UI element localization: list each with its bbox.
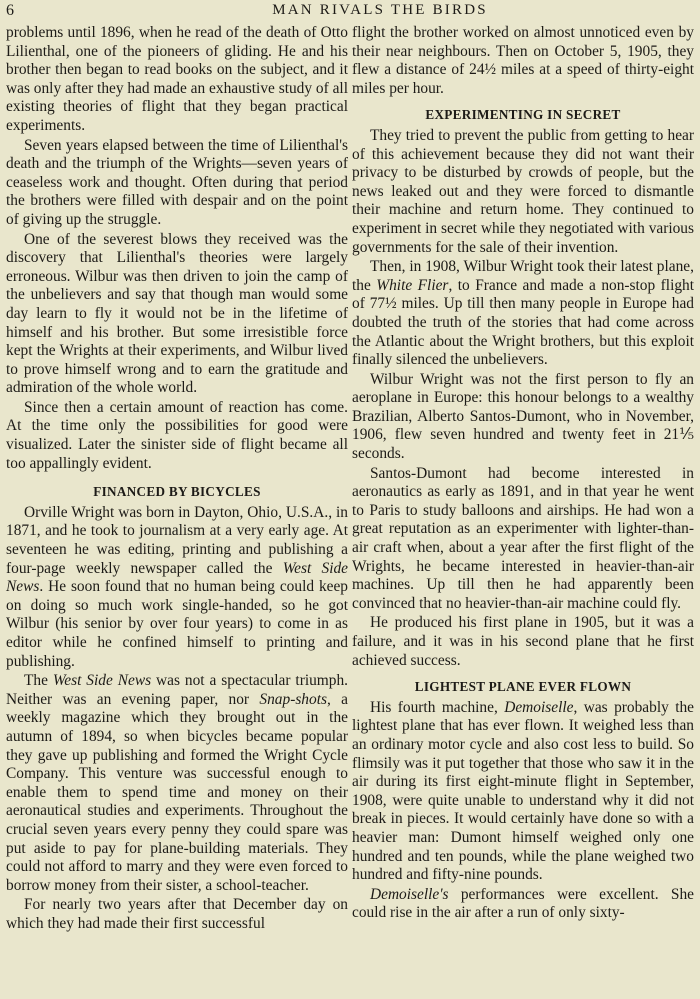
paragraph: For nearly two years after that December day on which they had made their first successful — [6, 896, 348, 932]
italic-title: White Flier — [376, 276, 449, 294]
paragraph: One of the severest blows they received was the discovery that Lilienthal's theories were largely erroneous. Wilbur was then driven to join the camp of the unbelievers and say that though man would some day learn to fly it would not be in the lifetime of himself and his brother. But some irresistible force kept the Wrights at their experiments, and Wilbur lived to prove himself wrong and to earn the gratitude and admiration of the whole world. — [6, 230, 348, 397]
italic-title: West Side News — [52, 672, 152, 690]
paragraph: flight the brother worked on almost unnoticed even by their near neighbours. Then on October 5, 1905, they flew a distance of 24½ miles at a speed of thirty-eight miles per hour. — [352, 24, 694, 97]
paragraph: He produced his first plane in 1905, but it was a failure, and it was in his second plane that he first achieved success. — [352, 614, 694, 669]
paragraph: They tried to prevent the public from getting to hear of this achievement because they did not want their privacy to be disturbed by crowds of people, but the news leaked out and they were forced to dismantle their machine and return home. They continued to experiment in secret while they negotiated with various governments for the sale of their invention. — [352, 126, 694, 256]
text-run: Orville Wright was born in Dayton, Ohio, U.S.A., in 1871, and he took to journalism at a very early age. At seventeen he was editing, printing and publishing a four-page weekly newspaper called the — [6, 503, 348, 577]
left-column — [6, 24, 348, 934]
text-run: , a weekly magazine which they brought out in the autumn of 1894, so when bicycles became popular they gave up publishing and formed the Wright Cycle Company. This venture was successful enough to enable them to spend time and money on their aeronautical studies and experiments. Throughout the crucial seven years every penny they could spare was put aside to pay for plane-building materials. They could not afford to marry and they were even forced to borrow money from their sister, a school-teacher. — [6, 690, 349, 894]
text-run: was not a spectacular triumph. Neither was an evening paper, nor — [6, 672, 349, 708]
paragraph: problems until 1896, when he read of the death of Otto Lilienthal, one of the pioneers of gliding. He and his brother then began to read books on the subject, and it was only after they had made an exhaustive study of all existing theories of flight that they began practical experiments. — [6, 24, 348, 134]
italic-title: West Side News — [6, 559, 348, 596]
text-run: , to France and made a non-stop flight of 77½ miles. Up till then many people in Europe had doubted the truth of the stories that had come across the Atlantic about the Wright brothers, but this exploit finally silenced the unbelievers. — [352, 276, 695, 369]
right-column — [352, 24, 694, 923]
text-run: , was probably the lightest plane that has ever flown. It weighed less than an ordinary motor cycle and also cost less to build. So flimsily was it put together that those who saw it in the air during its first eight-minute flight in September, 1908, were quite unable to understand why it did not break in pieces. It would certainly have done so with a heavier man: Dumont himself weighed only one hundred and ten pounds, while the plane weighed two hundred and fifty-nine pounds. — [352, 698, 695, 884]
section-heading: LIGHTEST PLANE EVER FLOWN — [414, 679, 632, 695]
text-run: The — [24, 672, 53, 690]
page-number: 6 — [6, 2, 15, 19]
paragraph — [352, 886, 694, 923]
paragraph — [352, 699, 694, 885]
text-run: Then, in 1908, Wilbur Wright took their latest plane, the — [352, 258, 694, 294]
italic-title: Demoiselle — [504, 698, 574, 716]
running-title: MAN RIVALS THE BIRDS — [272, 2, 488, 18]
section-heading: EXPERIMENTING IN SECRET — [425, 107, 621, 123]
italic-title: Demoiselle's — [370, 885, 449, 903]
page-header — [0, 0, 700, 24]
paragraph: Since then a certain amount of reaction has come. At the time only the possibilities for good were visualized. Later the sinister side of flight became all too appallingly evident. — [6, 398, 348, 472]
paragraph — [6, 672, 348, 895]
paragraph: Santos-Dumont had become interested in aeronautics as early as 1891, and in that year he went to Paris to study balloons and airships. He had won a great reputation as an experimenter with lighter-than-air craft when, about a year after the first flight of the Wrights, he became interested in heavier-than-air machines. Up till then he had apparently been convinced that no heavier-than-air machine could fly. — [352, 464, 694, 612]
text-run: His fourth machine, — [370, 698, 505, 716]
paragraph: Wilbur Wright was not the first person to fly an aeroplane in Europe: this honour belongs to a wealthy Brazilian, Alberto Santos-Dumont, who in November, 1906, flew seven hundred and twenty feet in 21⅕ seconds. — [352, 370, 694, 463]
text-run: performances were excellent. She could rise in the air after a run of only sixty- — [352, 885, 694, 922]
section-heading: FINANCED BY BICYCLES — [93, 484, 261, 500]
text-run: . He soon found that no human being could keep on doing so much work single-handed, so he got Wilbur (his senior by over four years) to come in as editor while he confined himself to printing and publishing. — [6, 578, 348, 670]
italic-title: Snap-shots — [259, 690, 327, 708]
paragraph: Seven years elapsed between the time of Lilienthal's death and the triumph of the Wrights—seven years of ceaseless work and thought. Often during that period the brothers were filled with despair and on the point of giving up the struggle. — [6, 136, 348, 228]
paragraph — [6, 504, 348, 671]
paragraph — [352, 258, 694, 370]
